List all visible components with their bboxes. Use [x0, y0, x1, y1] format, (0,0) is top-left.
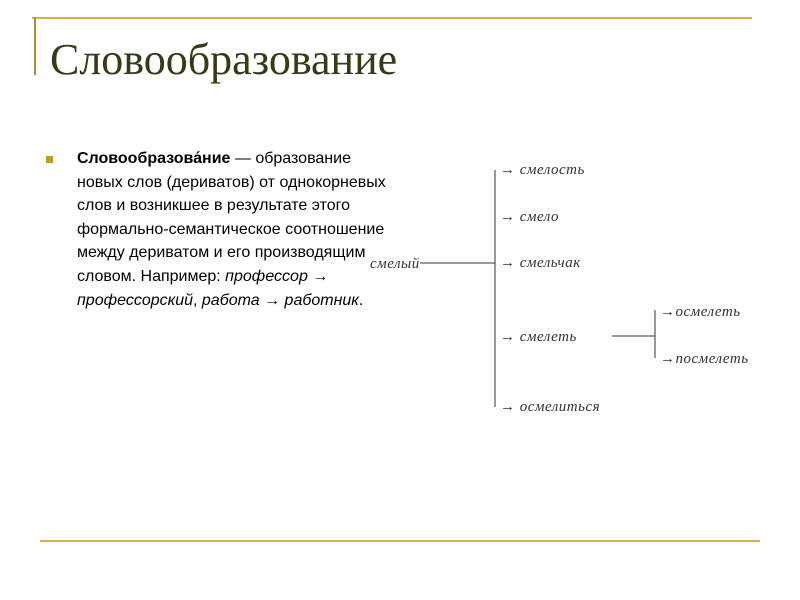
example-2: работа → работник: [201, 291, 359, 309]
tree-root: смелый: [370, 256, 420, 272]
tree-branch: → смело: [500, 209, 559, 225]
definition-dash: —: [230, 150, 256, 167]
bottom-rule: [40, 540, 760, 542]
example-intro: Например:: [140, 267, 226, 285]
tree-branch: → смельчак: [500, 255, 581, 271]
tree-sub-branch: →посмелеть: [660, 351, 749, 367]
tree-sub-branch: →осмелеть: [660, 304, 741, 320]
tree-branch: → осмелиться: [500, 399, 601, 415]
tree-branch: → смелеть: [500, 329, 577, 345]
example-separator: ,: [193, 291, 202, 309]
example-1: профессор → профессорский: [77, 267, 329, 309]
slide-title: Словообразование: [50, 35, 398, 84]
definition-term: Словообразова́ние: [77, 150, 231, 167]
example-end: .: [358, 291, 364, 309]
definition-text: образование новых слов (дериватов) от однокорневых слов и возникшее в результате этого формально-семантическое соотношение между дериватом и его производящим словом.: [77, 150, 386, 285]
tree-branch: → смелость: [500, 162, 585, 178]
